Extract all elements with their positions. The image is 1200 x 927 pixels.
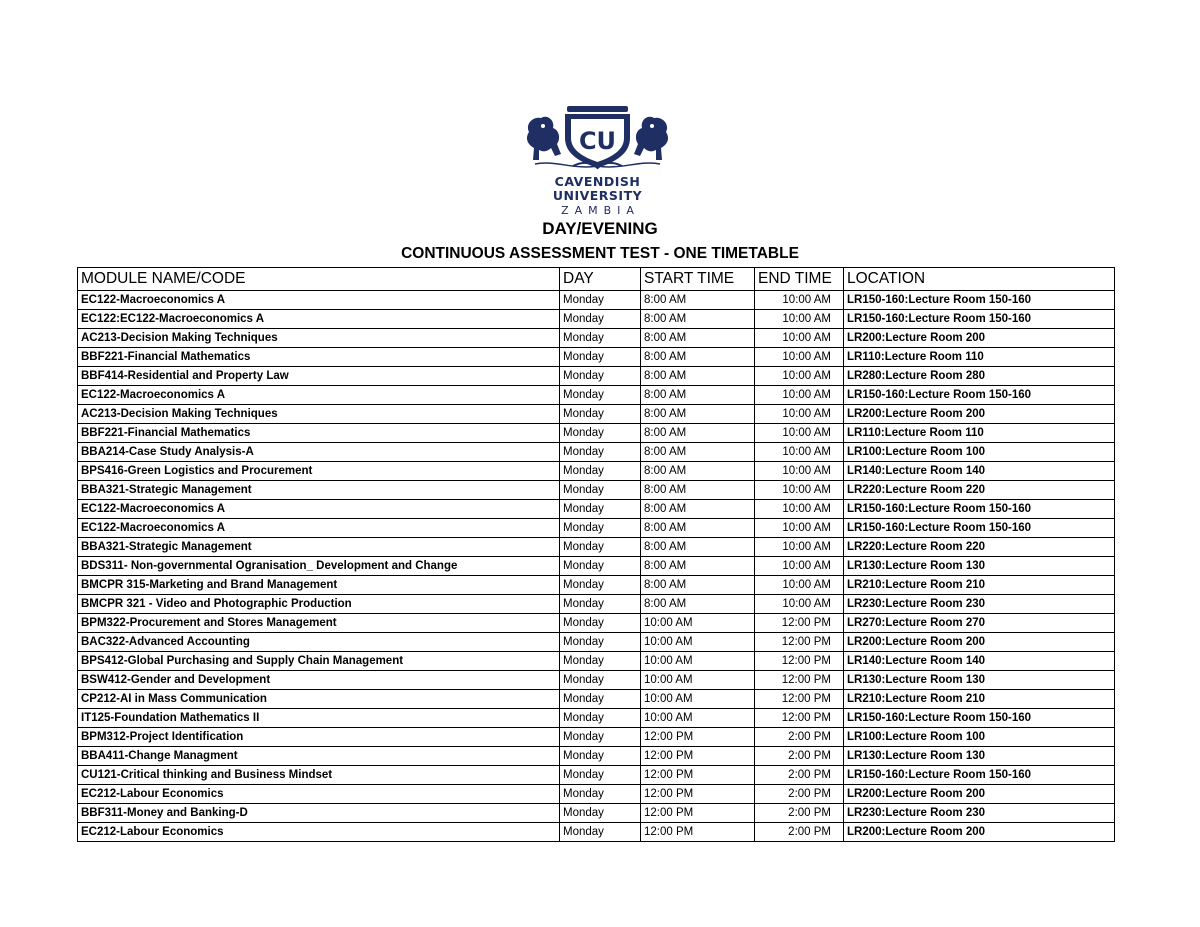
location-cell: LR100:Lecture Room 100 bbox=[844, 728, 1115, 747]
location-cell: LR130:Lecture Room 130 bbox=[844, 747, 1115, 766]
module-cell: BBA321-Strategic Management bbox=[78, 481, 560, 500]
logo-name-line1: CAVENDISH bbox=[554, 174, 641, 189]
location-cell: LR220:Lecture Room 220 bbox=[844, 538, 1115, 557]
table-body bbox=[78, 291, 1115, 842]
location-cell: LR270:Lecture Room 270 bbox=[844, 614, 1115, 633]
location-cell: LR150-160:Lecture Room 150-160 bbox=[844, 766, 1115, 785]
end-time-cell: 10:00 AM bbox=[755, 557, 844, 576]
module-cell: EC122:EC122-Macroeconomics A bbox=[78, 310, 560, 329]
start-time-cell: 8:00 AM bbox=[641, 310, 755, 329]
table-row bbox=[78, 348, 1115, 367]
table-row bbox=[78, 747, 1115, 766]
page-title: DAY/EVENING bbox=[542, 219, 658, 238]
table-row bbox=[78, 576, 1115, 595]
table-row bbox=[78, 519, 1115, 538]
end-time-cell: 10:00 AM bbox=[755, 329, 844, 348]
table-row bbox=[78, 481, 1115, 500]
table-row bbox=[78, 500, 1115, 519]
table-row bbox=[78, 405, 1115, 424]
day-cell: Monday bbox=[560, 519, 641, 538]
location-cell: LR200:Lecture Room 200 bbox=[844, 823, 1115, 842]
table-row bbox=[78, 785, 1115, 804]
table-row bbox=[78, 614, 1115, 633]
day-cell: Monday bbox=[560, 747, 641, 766]
start-time-cell: 8:00 AM bbox=[641, 291, 755, 310]
table-row bbox=[78, 728, 1115, 747]
end-time-cell: 12:00 PM bbox=[755, 633, 844, 652]
location-cell: LR150-160:Lecture Room 150-160 bbox=[844, 386, 1115, 405]
crest-icon bbox=[515, 104, 680, 174]
start-time-cell: 8:00 AM bbox=[641, 481, 755, 500]
timetable bbox=[77, 267, 1115, 842]
module-cell: BDS311- Non-governmental Ogranisation_ Development and Change bbox=[78, 557, 560, 576]
start-time-cell: 8:00 AM bbox=[641, 367, 755, 386]
day-cell: Monday bbox=[560, 538, 641, 557]
start-time-cell: 8:00 AM bbox=[641, 348, 755, 367]
start-time-cell: 8:00 AM bbox=[641, 557, 755, 576]
table-row bbox=[78, 443, 1115, 462]
end-time-cell: 12:00 PM bbox=[755, 614, 844, 633]
day-cell: Monday bbox=[560, 424, 641, 443]
table-row bbox=[78, 766, 1115, 785]
day-cell: Monday bbox=[560, 576, 641, 595]
location-cell: LR100:Lecture Room 100 bbox=[844, 443, 1115, 462]
module-cell: BMCPR 315-Marketing and Brand Management bbox=[78, 576, 560, 595]
location-cell: LR130:Lecture Room 130 bbox=[844, 671, 1115, 690]
start-time-cell: 12:00 PM bbox=[641, 766, 755, 785]
location-cell: LR150-160:Lecture Room 150-160 bbox=[844, 709, 1115, 728]
module-cell: IT125-Foundation Mathematics II bbox=[78, 709, 560, 728]
location-cell: LR210:Lecture Room 210 bbox=[844, 690, 1115, 709]
location-cell: LR210:Lecture Room 210 bbox=[844, 576, 1115, 595]
start-time-cell: 10:00 AM bbox=[641, 690, 755, 709]
day-cell: Monday bbox=[560, 709, 641, 728]
module-cell: AC213-Decision Making Techniques bbox=[78, 405, 560, 424]
end-time-cell: 2:00 PM bbox=[755, 728, 844, 747]
column-header-start-time: START TIME bbox=[641, 268, 755, 291]
start-time-cell: 8:00 AM bbox=[641, 595, 755, 614]
table-row bbox=[78, 671, 1115, 690]
day-cell: Monday bbox=[560, 462, 641, 481]
start-time-cell: 12:00 PM bbox=[641, 823, 755, 842]
day-cell: Monday bbox=[560, 329, 641, 348]
location-cell: LR200:Lecture Room 200 bbox=[844, 785, 1115, 804]
day-cell: Monday bbox=[560, 291, 641, 310]
end-time-cell: 2:00 PM bbox=[755, 747, 844, 766]
module-cell: BPM312-Project Identification bbox=[78, 728, 560, 747]
table-row bbox=[78, 424, 1115, 443]
day-cell: Monday bbox=[560, 614, 641, 633]
module-cell: BBF414-Residential and Property Law bbox=[78, 367, 560, 386]
start-time-cell: 12:00 PM bbox=[641, 785, 755, 804]
location-cell: LR280:Lecture Room 280 bbox=[844, 367, 1115, 386]
day-cell: Monday bbox=[560, 443, 641, 462]
end-time-cell: 10:00 AM bbox=[755, 519, 844, 538]
day-cell: Monday bbox=[560, 728, 641, 747]
start-time-cell: 8:00 AM bbox=[641, 500, 755, 519]
module-cell: AC213-Decision Making Techniques bbox=[78, 329, 560, 348]
module-cell: BPS412-Global Purchasing and Supply Chain Management bbox=[78, 652, 560, 671]
column-header-end-time: END TIME bbox=[755, 268, 844, 291]
module-cell: BSW412-Gender and Development bbox=[78, 671, 560, 690]
day-cell: Monday bbox=[560, 310, 641, 329]
end-time-cell: 10:00 AM bbox=[755, 443, 844, 462]
table-row bbox=[78, 595, 1115, 614]
start-time-cell: 12:00 PM bbox=[641, 728, 755, 747]
day-cell: Monday bbox=[560, 785, 641, 804]
table-row bbox=[78, 367, 1115, 386]
module-cell: EC212-Labour Economics bbox=[78, 785, 560, 804]
start-time-cell: 10:00 AM bbox=[641, 614, 755, 633]
table-row bbox=[78, 633, 1115, 652]
module-cell: BBA214-Case Study Analysis-A bbox=[78, 443, 560, 462]
end-time-cell: 12:00 PM bbox=[755, 690, 844, 709]
location-cell: LR200:Lecture Room 200 bbox=[844, 633, 1115, 652]
day-cell: Monday bbox=[560, 500, 641, 519]
end-time-cell: 10:00 AM bbox=[755, 576, 844, 595]
end-time-cell: 10:00 AM bbox=[755, 595, 844, 614]
start-time-cell: 8:00 AM bbox=[641, 538, 755, 557]
location-cell: LR110:Lecture Room 110 bbox=[844, 424, 1115, 443]
location-cell: LR200:Lecture Room 200 bbox=[844, 405, 1115, 424]
module-cell: EC122-Macroeconomics A bbox=[78, 291, 560, 310]
day-cell: Monday bbox=[560, 766, 641, 785]
start-time-cell: 8:00 AM bbox=[641, 576, 755, 595]
module-cell: BBA321-Strategic Management bbox=[78, 538, 560, 557]
module-cell: BMCPR 321 - Video and Photographic Production bbox=[78, 595, 560, 614]
end-time-cell: 10:00 AM bbox=[755, 291, 844, 310]
end-time-cell: 2:00 PM bbox=[755, 785, 844, 804]
start-time-cell: 12:00 PM bbox=[641, 747, 755, 766]
start-time-cell: 10:00 AM bbox=[641, 671, 755, 690]
location-cell: LR130:Lecture Room 130 bbox=[844, 557, 1115, 576]
table-row bbox=[78, 310, 1115, 329]
end-time-cell: 10:00 AM bbox=[755, 367, 844, 386]
day-cell: Monday bbox=[560, 595, 641, 614]
module-cell: CP212-AI in Mass Communication bbox=[78, 690, 560, 709]
table-row bbox=[78, 291, 1115, 310]
day-cell: Monday bbox=[560, 386, 641, 405]
table-row bbox=[78, 804, 1115, 823]
day-cell: Monday bbox=[560, 367, 641, 386]
start-time-cell: 8:00 AM bbox=[641, 424, 755, 443]
end-time-cell: 10:00 AM bbox=[755, 481, 844, 500]
module-cell: BAC322-Advanced Accounting bbox=[78, 633, 560, 652]
start-time-cell: 8:00 AM bbox=[641, 329, 755, 348]
day-cell: Monday bbox=[560, 690, 641, 709]
university-logo bbox=[515, 104, 680, 226]
start-time-cell: 10:00 AM bbox=[641, 633, 755, 652]
start-time-cell: 8:00 AM bbox=[641, 405, 755, 424]
end-time-cell: 10:00 AM bbox=[755, 348, 844, 367]
location-cell: LR150-160:Lecture Room 150-160 bbox=[844, 500, 1115, 519]
start-time-cell: 8:00 AM bbox=[641, 462, 755, 481]
module-cell: BBA411-Change Managment bbox=[78, 747, 560, 766]
module-cell: EC122-Macroeconomics A bbox=[78, 500, 560, 519]
module-cell: BPM322-Procurement and Stores Management bbox=[78, 614, 560, 633]
day-cell: Monday bbox=[560, 804, 641, 823]
location-cell: LR230:Lecture Room 230 bbox=[844, 804, 1115, 823]
svg-text:CU: CU bbox=[578, 127, 617, 155]
day-cell: Monday bbox=[560, 652, 641, 671]
column-header-location: LOCATION bbox=[844, 268, 1115, 291]
table-row bbox=[78, 823, 1115, 842]
end-time-cell: 10:00 AM bbox=[755, 462, 844, 481]
module-cell: EC212-Labour Economics bbox=[78, 823, 560, 842]
start-time-cell: 10:00 AM bbox=[641, 652, 755, 671]
location-cell: LR220:Lecture Room 220 bbox=[844, 481, 1115, 500]
end-time-cell: 10:00 AM bbox=[755, 424, 844, 443]
start-time-cell: 8:00 AM bbox=[641, 519, 755, 538]
module-cell: EC122-Macroeconomics A bbox=[78, 519, 560, 538]
day-cell: Monday bbox=[560, 671, 641, 690]
end-time-cell: 10:00 AM bbox=[755, 405, 844, 424]
end-time-cell: 12:00 PM bbox=[755, 709, 844, 728]
module-cell: BPS416-Green Logistics and Procurement bbox=[78, 462, 560, 481]
table-row bbox=[78, 709, 1115, 728]
location-cell: LR150-160:Lecture Room 150-160 bbox=[844, 519, 1115, 538]
logo-name-line3: ZAMBIA bbox=[561, 204, 640, 217]
day-cell: Monday bbox=[560, 481, 641, 500]
location-cell: LR140:Lecture Room 140 bbox=[844, 462, 1115, 481]
column-header-day: DAY bbox=[560, 268, 641, 291]
table-row bbox=[78, 538, 1115, 557]
start-time-cell: 12:00 PM bbox=[641, 804, 755, 823]
table-row bbox=[78, 462, 1115, 481]
module-cell: CU121-Critical thinking and Business Mindset bbox=[78, 766, 560, 785]
location-cell: LR150-160:Lecture Room 150-160 bbox=[844, 291, 1115, 310]
day-cell: Monday bbox=[560, 405, 641, 424]
day-cell: Monday bbox=[560, 823, 641, 842]
logo-name-line2: UNIVERSITY bbox=[552, 188, 643, 203]
location-cell: LR230:Lecture Room 230 bbox=[844, 595, 1115, 614]
location-cell: LR110:Lecture Room 110 bbox=[844, 348, 1115, 367]
page-subtitle: CONTINUOUS ASSESSMENT TEST - ONE TIMETABLE bbox=[401, 245, 799, 262]
end-time-cell: 2:00 PM bbox=[755, 823, 844, 842]
table-row bbox=[78, 386, 1115, 405]
start-time-cell: 8:00 AM bbox=[641, 443, 755, 462]
location-cell: LR140:Lecture Room 140 bbox=[844, 652, 1115, 671]
table-row bbox=[78, 652, 1115, 671]
module-cell: BBF221-Financial Mathematics bbox=[78, 424, 560, 443]
end-time-cell: 2:00 PM bbox=[755, 766, 844, 785]
end-time-cell: 10:00 AM bbox=[755, 500, 844, 519]
table-row bbox=[78, 557, 1115, 576]
start-time-cell: 10:00 AM bbox=[641, 709, 755, 728]
start-time-cell: 8:00 AM bbox=[641, 386, 755, 405]
day-cell: Monday bbox=[560, 633, 641, 652]
table-row bbox=[78, 329, 1115, 348]
end-time-cell: 12:00 PM bbox=[755, 652, 844, 671]
day-cell: Monday bbox=[560, 557, 641, 576]
module-cell: EC122-Macroeconomics A bbox=[78, 386, 560, 405]
end-time-cell: 10:00 AM bbox=[755, 538, 844, 557]
end-time-cell: 2:00 PM bbox=[755, 804, 844, 823]
table-row bbox=[78, 690, 1115, 709]
end-time-cell: 10:00 AM bbox=[755, 386, 844, 405]
end-time-cell: 12:00 PM bbox=[755, 671, 844, 690]
location-cell: LR200:Lecture Room 200 bbox=[844, 329, 1115, 348]
module-cell: BBF311-Money and Banking-D bbox=[78, 804, 560, 823]
end-time-cell: 10:00 AM bbox=[755, 310, 844, 329]
day-cell: Monday bbox=[560, 348, 641, 367]
column-header-module: MODULE NAME/CODE bbox=[78, 268, 560, 291]
module-cell: BBF221-Financial Mathematics bbox=[78, 348, 560, 367]
table-header-row bbox=[78, 268, 1115, 291]
location-cell: LR150-160:Lecture Room 150-160 bbox=[844, 310, 1115, 329]
